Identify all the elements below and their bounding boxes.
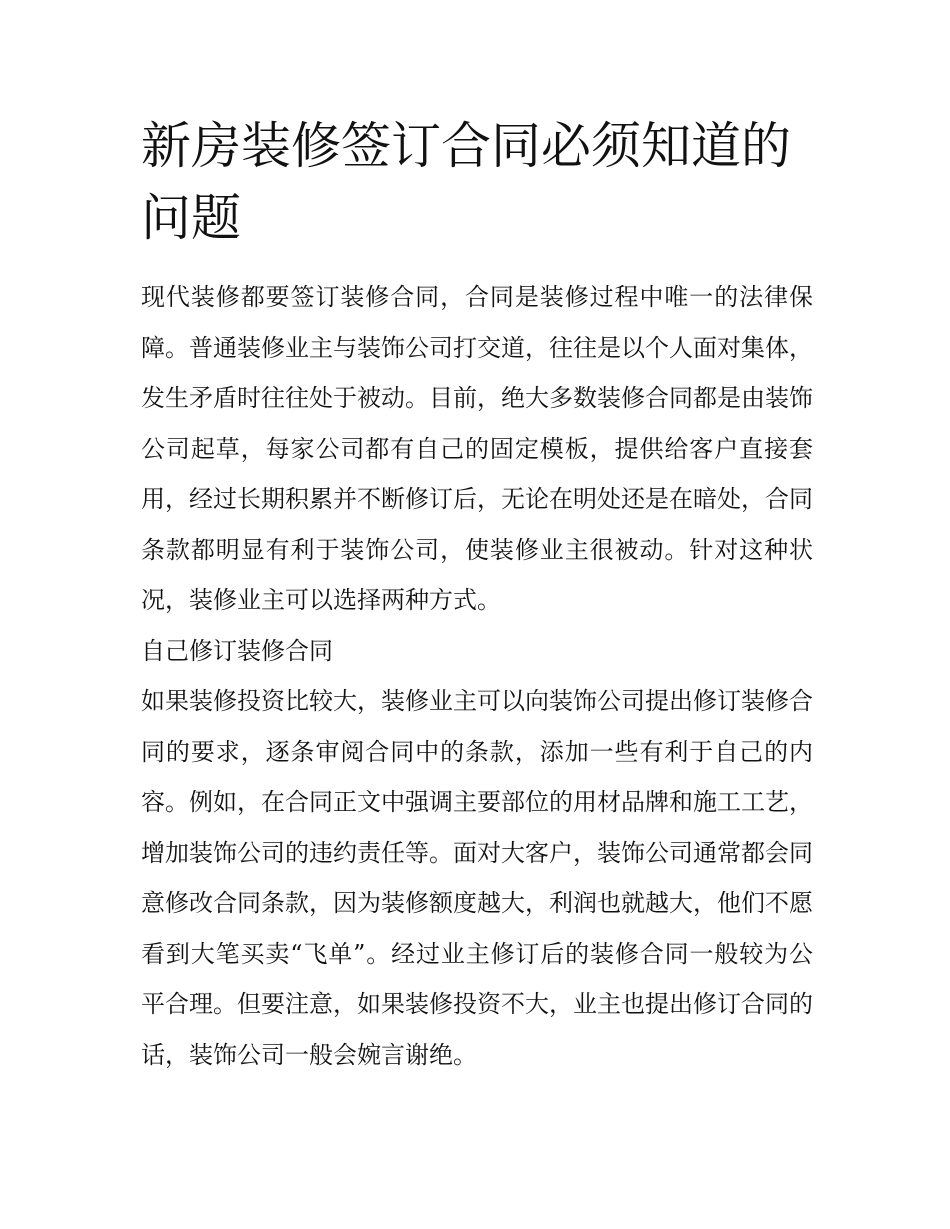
document-title: 新房装修签订合同必须知道的问题 [141,117,791,247]
section-paragraph: 如果装修投资比较大，装修业主可以向装饰公司提出修订装修合同的要求，逐条审阅合同中的条款，添加一些有利于自己的内容。例如，在合同正文中强调主要部位的用材品牌和施工工艺，增加装饰公司的违约责任等。面对大客户，装饰公司通常都会同意修改合同条款，因为装修额度越大，利润也就越大，他们不愿看到大笔买卖“飞单”。经过业主修订后的装修合同一般较为公平合理。但要注意，如果装修投资不大，业主也提出修订合同的话，装饰公司一般会婉言谢绝。 [141,687,813,1069]
intro-paragraph: 现代装修都要签订装修合同，合同是装修过程中唯一的法律保障。普通装修业主与装饰公司打交道，往往是以个人面对集体，发生矛盾时往往处于被动。目前，绝大多数装修合同都是由装饰公司起草，每家公司都有自己的固定模板，提供给客户直接套用，经过长期积累并不断修订后，无论在明处还是在暗处，合同条款都明显有利于装饰公司，使装修业主很被动。针对这种状况，装修业主可以选择两种方式。 [141,283,813,614]
document-page [141,110,813,1080]
section-heading: 自己修订装修合同 [141,636,333,665]
